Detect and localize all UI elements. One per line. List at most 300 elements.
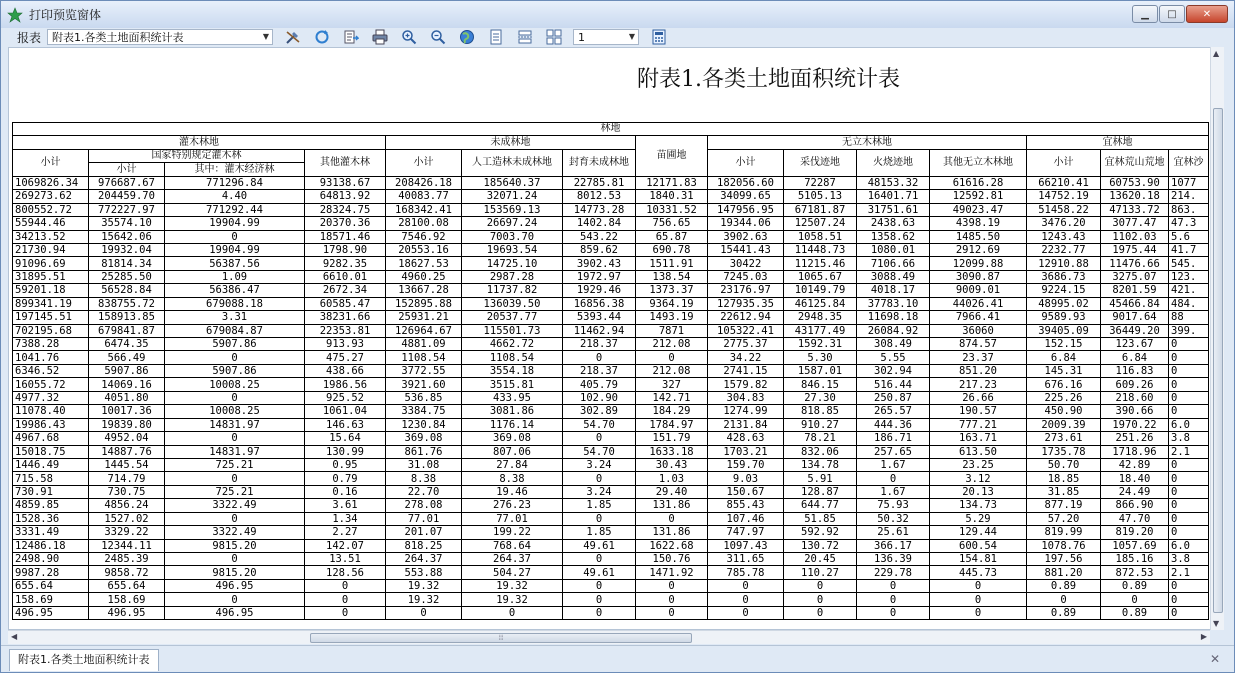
- table-cell: 0: [708, 606, 784, 619]
- table-cell: 21730.94: [13, 243, 89, 256]
- table-cell: 158.69: [89, 593, 165, 606]
- table-cell: 0: [857, 472, 930, 485]
- table-cell: 2498.90: [13, 553, 89, 566]
- table-cell: 690.78: [636, 243, 708, 256]
- table-cell: 2009.39: [1027, 418, 1101, 431]
- table-cell: 2232.77: [1027, 243, 1101, 256]
- table-cell: 9364.19: [636, 297, 708, 310]
- table-cell: 1703.21: [708, 445, 784, 458]
- table-cell: 1972.97: [563, 270, 636, 283]
- horizontal-scrollbar[interactable]: [8, 630, 1210, 644]
- table-cell: 153569.13: [462, 203, 563, 216]
- table-row: [13, 553, 1209, 566]
- table-cell: 217.23: [930, 378, 1027, 391]
- table-row: [13, 566, 1209, 579]
- table-cell: 146.63: [305, 418, 386, 431]
- table-cell: 9815.20: [165, 566, 305, 579]
- table-cell: 0: [1169, 499, 1209, 512]
- table-cell: 4960.25: [386, 270, 462, 283]
- table-cell: 1587.01: [784, 364, 857, 377]
- table-cell: 32071.24: [462, 190, 563, 203]
- table-cell: 421.: [1169, 284, 1209, 297]
- data-table: [12, 122, 1209, 620]
- table-row: [13, 270, 1209, 283]
- table-cell: 29.40: [636, 485, 708, 498]
- table-cell: 0: [636, 579, 708, 592]
- table-cell: 5.29: [930, 512, 1027, 525]
- header-logging: 采伐迹地: [784, 149, 857, 176]
- table-cell: 4977.32: [13, 391, 89, 404]
- table-cell: 1622.68: [636, 539, 708, 552]
- table-cell: 0: [386, 606, 462, 619]
- table-cell: 1735.78: [1027, 445, 1101, 458]
- table-cell: 185.16: [1101, 553, 1169, 566]
- header-shrub-economic: 其中：灌木经济林: [165, 163, 305, 176]
- table-cell: 4952.04: [89, 432, 165, 445]
- table-cell: 11737.82: [462, 284, 563, 297]
- table-cell: 609.26: [1101, 378, 1169, 391]
- table-cell: 10008.25: [165, 378, 305, 391]
- table-cell: 0: [1169, 472, 1209, 485]
- table-row: [13, 405, 1209, 418]
- table-cell: 10008.25: [165, 405, 305, 418]
- table-cell: 8201.59: [1101, 284, 1169, 297]
- table-cell: 159.70: [708, 458, 784, 471]
- table-cell: 0: [563, 432, 636, 445]
- table-cell: 0: [857, 606, 930, 619]
- table-cell: 12171.83: [636, 176, 708, 189]
- table-cell: 0: [636, 351, 708, 364]
- table-cell: 747.97: [708, 526, 784, 539]
- report-title: 附表1.各类土地面积统计表: [637, 67, 900, 92]
- table-cell: 41.7: [1169, 243, 1209, 256]
- refresh-icon[interactable]: [313, 29, 331, 45]
- table-cell: 51458.22: [1027, 203, 1101, 216]
- table-cell: 19932.04: [89, 243, 165, 256]
- table-cell: 3077.47: [1101, 217, 1169, 230]
- fit-width-icon[interactable]: [516, 29, 534, 45]
- table-cell: 6346.52: [13, 364, 89, 377]
- table-cell: 644.77: [784, 499, 857, 512]
- table-cell: 163.71: [930, 432, 1027, 445]
- table-cell: 11215.46: [784, 257, 857, 270]
- table-cell: 11448.73: [784, 243, 857, 256]
- table-cell: 105322.41: [708, 324, 784, 337]
- table-cell: 1471.92: [636, 566, 708, 579]
- table-cell: 54.70: [563, 445, 636, 458]
- table-cell: 0: [165, 432, 305, 445]
- table-cell: 8.38: [386, 472, 462, 485]
- table-cell: 1097.43: [708, 539, 784, 552]
- table-cell: 304.83: [708, 391, 784, 404]
- table-cell: 19.32: [386, 593, 462, 606]
- table-cell: 250.87: [857, 391, 930, 404]
- table-cell: 15.64: [305, 432, 386, 445]
- table-row: [13, 284, 1209, 297]
- table-cell: 3.61: [305, 499, 386, 512]
- table-cell: 145.31: [1027, 364, 1101, 377]
- window-title: 打印预览窗体: [29, 8, 102, 22]
- table-cell: 1.67: [857, 485, 930, 498]
- minimize-button[interactable]: ▁: [1132, 5, 1158, 23]
- table-cell: 158913.85: [89, 311, 165, 324]
- table-cell: 475.27: [305, 351, 386, 364]
- table-cell: 327: [636, 378, 708, 391]
- table-cell: 75.93: [857, 499, 930, 512]
- table-cell: 130.72: [784, 539, 857, 552]
- table-cell: 863.: [1169, 203, 1209, 216]
- scroll-up-icon[interactable]: ▲: [1213, 49, 1220, 58]
- table-cell: 1840.31: [636, 190, 708, 203]
- table-cell: 0: [165, 593, 305, 606]
- table-cell: 4051.80: [89, 391, 165, 404]
- table-cell: 24.49: [1101, 485, 1169, 498]
- table-cell: 14752.19: [1027, 190, 1101, 203]
- table-cell: 15441.43: [708, 243, 784, 256]
- table-cell: 25285.50: [89, 270, 165, 283]
- vertical-scrollbar[interactable]: [1210, 47, 1224, 630]
- table-cell: 185640.37: [462, 176, 563, 189]
- table-cell: 20537.77: [462, 311, 563, 324]
- table-cell: 64813.92: [305, 190, 386, 203]
- table-cell: 1528.36: [13, 512, 89, 525]
- table-cell: 47.3: [1169, 217, 1209, 230]
- table-cell: 31751.61: [857, 203, 930, 216]
- table-cell: 126964.67: [386, 324, 462, 337]
- table-row: [13, 472, 1209, 485]
- table-cell: 4856.24: [89, 499, 165, 512]
- table-cell: 0: [708, 579, 784, 592]
- table-cell: 0: [857, 593, 930, 606]
- table-cell: 50.32: [857, 512, 930, 525]
- table-cell: 859.62: [563, 243, 636, 256]
- table-cell: 47133.72: [1101, 203, 1169, 216]
- table-cell: 16401.71: [857, 190, 930, 203]
- report-sheet: [12, 122, 1209, 620]
- table-cell: 11078.40: [13, 405, 89, 418]
- table-cell: 81814.34: [89, 257, 165, 270]
- table-cell: 14773.28: [563, 203, 636, 216]
- table-cell: 0.95: [305, 458, 386, 471]
- table-cell: 19839.80: [89, 418, 165, 431]
- table-cell: 2131.84: [708, 418, 784, 431]
- table-cell: 3275.07: [1101, 270, 1169, 283]
- table-cell: 128.87: [784, 485, 857, 498]
- table-cell: 257.65: [857, 445, 930, 458]
- table-cell: 438.66: [305, 364, 386, 377]
- table-row: [13, 203, 1209, 216]
- table-cell: 49.61: [563, 539, 636, 552]
- table-cell: 5907.86: [165, 364, 305, 377]
- table-row: [13, 485, 1209, 498]
- table-cell: 3384.75: [386, 405, 462, 418]
- table-cell: 115501.73: [462, 324, 563, 337]
- preview-area: [8, 47, 1224, 630]
- table-cell: 725.21: [165, 458, 305, 471]
- table-cell: 13620.18: [1101, 190, 1169, 203]
- table-cell: 0: [784, 579, 857, 592]
- zoom-in-icon[interactable]: [400, 29, 418, 45]
- table-cell: 1718.96: [1101, 445, 1169, 458]
- table-cell: 11462.94: [563, 324, 636, 337]
- table-cell: 10017.36: [89, 405, 165, 418]
- table-cell: 450.90: [1027, 405, 1101, 418]
- table-cell: 1784.97: [636, 418, 708, 431]
- table-cell: 0: [636, 593, 708, 606]
- table-cell: 158.69: [13, 593, 89, 606]
- table-cell: 12344.11: [89, 539, 165, 552]
- table-cell: 66210.41: [1027, 176, 1101, 189]
- table-cell: 772227.97: [89, 203, 165, 216]
- table-cell: 19693.54: [462, 243, 563, 256]
- table-cell: 846.15: [784, 378, 857, 391]
- table-cell: 22785.81: [563, 176, 636, 189]
- table-cell: 131.86: [636, 526, 708, 539]
- table-cell: 0: [462, 606, 563, 619]
- maximize-button[interactable]: □: [1159, 5, 1185, 23]
- table-cell: 838755.72: [89, 297, 165, 310]
- table-cell: 4018.17: [857, 284, 930, 297]
- table-cell: 600.54: [930, 539, 1027, 552]
- table-cell: 45466.84: [1101, 297, 1169, 310]
- table-cell: 88: [1169, 311, 1209, 324]
- table-cell: 1080.01: [857, 243, 930, 256]
- table-cell: 1527.02: [89, 512, 165, 525]
- table-cell: 5907.86: [165, 338, 305, 351]
- close-button[interactable]: ✕: [1186, 5, 1228, 23]
- table-cell: 3772.55: [386, 364, 462, 377]
- table-cell: 0: [305, 579, 386, 592]
- table-cell: 150.76: [636, 553, 708, 566]
- scroll-right-icon[interactable]: ▶: [1200, 632, 1207, 641]
- table-cell: 771296.84: [165, 176, 305, 189]
- calculator-icon[interactable]: [650, 29, 668, 45]
- table-cell: 16055.72: [13, 378, 89, 391]
- table-cell: 19.46: [462, 485, 563, 498]
- table-cell: 1373.37: [636, 284, 708, 297]
- table-cell: 19986.43: [13, 418, 89, 431]
- table-cell: 428.63: [708, 432, 784, 445]
- table-cell: 5.6: [1169, 230, 1209, 243]
- table-cell: 1445.54: [89, 458, 165, 471]
- table-row: [13, 257, 1209, 270]
- table-cell: 30.43: [636, 458, 708, 471]
- table-cell: 655.64: [13, 579, 89, 592]
- table-cell: 28100.08: [386, 217, 462, 230]
- table-cell: 399.: [1169, 324, 1209, 337]
- table-cell: 204459.70: [89, 190, 165, 203]
- table-cell: 26697.24: [462, 217, 563, 230]
- table-cell: 516.44: [857, 378, 930, 391]
- table-cell: 1358.62: [857, 230, 930, 243]
- table-cell: 142.71: [636, 391, 708, 404]
- table-row: [13, 512, 1209, 525]
- table-cell: 1176.14: [462, 418, 563, 431]
- table-cell: 679841.87: [89, 324, 165, 337]
- table-cell: 54.70: [563, 418, 636, 431]
- table-cell: 26084.92: [857, 324, 930, 337]
- table-cell: 1493.19: [636, 311, 708, 324]
- report-select[interactable]: [47, 29, 273, 45]
- table-cell: 9589.93: [1027, 311, 1101, 324]
- table-cell: 819.99: [1027, 526, 1101, 539]
- table-cell: 1.85: [563, 526, 636, 539]
- table-row: [13, 458, 1209, 471]
- table-cell: 12910.88: [1027, 257, 1101, 270]
- table-cell: 5.30: [784, 351, 857, 364]
- table-cell: 35574.10: [89, 217, 165, 230]
- table-cell: 11698.18: [857, 311, 930, 324]
- table-cell: 715.58: [13, 472, 89, 485]
- table-cell: 3322.49: [165, 526, 305, 539]
- table-cell: 131.86: [636, 499, 708, 512]
- table-cell: 785.78: [708, 566, 784, 579]
- scroll-down-icon[interactable]: ▼: [1213, 619, 1220, 628]
- table-cell: 0: [165, 472, 305, 485]
- table-cell: 134.78: [784, 458, 857, 471]
- table-cell: 19344.06: [708, 217, 784, 230]
- report-select-value: 附表1.各类土地面积统计表: [52, 31, 184, 44]
- table-cell: 5.55: [857, 351, 930, 364]
- table-cell: 31.08: [386, 458, 462, 471]
- table-cell: 504.27: [462, 566, 563, 579]
- table-cell: 20370.36: [305, 217, 386, 230]
- table-cell: 56387.56: [165, 257, 305, 270]
- table-cell: 484.: [1169, 297, 1209, 310]
- table-cell: 0: [1169, 579, 1209, 592]
- table-cell: 3554.18: [462, 364, 563, 377]
- table-cell: 910.27: [784, 418, 857, 431]
- header-other-bare: 其他无立木林地: [930, 149, 1027, 176]
- table-row: [13, 606, 1209, 619]
- table-row: [13, 445, 1209, 458]
- table-cell: 0.89: [1027, 579, 1101, 592]
- table-cell: 51.85: [784, 512, 857, 525]
- table-cell: 1633.18: [636, 445, 708, 458]
- table-cell: 1798.90: [305, 243, 386, 256]
- tools-icon[interactable]: [284, 29, 302, 45]
- table-cell: 872.53: [1101, 566, 1169, 579]
- zoom-out-icon[interactable]: [429, 29, 447, 45]
- header-nursery: 苗圃地: [636, 136, 708, 176]
- page-select[interactable]: [573, 29, 639, 45]
- scroll-left-icon[interactable]: ◀: [11, 632, 18, 641]
- table-cell: 2912.69: [930, 243, 1027, 256]
- header-suitable-forest: 宜林地: [1027, 136, 1209, 149]
- table-cell: 3.8: [1169, 432, 1209, 445]
- table-cell: 5105.13: [784, 190, 857, 203]
- table-cell: 7546.92: [386, 230, 462, 243]
- table-cell: 807.06: [462, 445, 563, 458]
- header-national-shrub: 国家特别规定灌木林: [89, 149, 305, 162]
- table-cell: 13667.28: [386, 284, 462, 297]
- table-cell: 1108.54: [386, 351, 462, 364]
- table-cell: 1102.03: [1101, 230, 1169, 243]
- table-cell: 3515.81: [462, 378, 563, 391]
- table-cell: 0: [563, 351, 636, 364]
- table-cell: 496.95: [165, 606, 305, 619]
- table-cell: 7003.70: [462, 230, 563, 243]
- table-cell: 592.92: [784, 526, 857, 539]
- table-cell: 874.57: [930, 338, 1027, 351]
- table-cell: 925.52: [305, 391, 386, 404]
- multi-page-icon[interactable]: [545, 29, 563, 45]
- table-row: [13, 176, 1209, 189]
- table-cell: 1970.22: [1101, 418, 1169, 431]
- table-cell: 65.87: [636, 230, 708, 243]
- table-cell: 8012.53: [563, 190, 636, 203]
- table-cell: 3331.49: [13, 526, 89, 539]
- print-icon[interactable]: [371, 29, 389, 45]
- table-cell: 6.84: [1101, 351, 1169, 364]
- table-cell: 1.67: [857, 458, 930, 471]
- table-cell: 0: [636, 512, 708, 525]
- table-cell: 1446.49: [13, 458, 89, 471]
- table-row: [13, 391, 1209, 404]
- page-icon[interactable]: [487, 29, 505, 45]
- table-cell: 1.34: [305, 512, 386, 525]
- table-cell: 28324.75: [305, 203, 386, 216]
- table-cell: 730.75: [89, 485, 165, 498]
- table-cell: 23176.97: [708, 284, 784, 297]
- export-icon[interactable]: [342, 29, 360, 45]
- table-cell: 212.08: [636, 364, 708, 377]
- table-cell: 679084.87: [165, 324, 305, 337]
- table-cell: 0: [1169, 405, 1209, 418]
- table-cell: 818.25: [386, 539, 462, 552]
- table-cell: 3.12: [930, 472, 1027, 485]
- globe-icon[interactable]: [458, 29, 476, 45]
- table-cell: 0: [857, 579, 930, 592]
- table-cell: 311.65: [708, 553, 784, 566]
- table-cell: 1065.67: [784, 270, 857, 283]
- table-cell: 18627.53: [386, 257, 462, 270]
- table-cell: 0: [784, 606, 857, 619]
- table-cell: 0: [930, 593, 1027, 606]
- table-cell: 2438.63: [857, 217, 930, 230]
- table-cell: 6.84: [1027, 351, 1101, 364]
- table-cell: 93138.67: [305, 176, 386, 189]
- table-cell: 182056.60: [708, 176, 784, 189]
- tab-report[interactable]: 附表1.各类土地面积统计表: [9, 649, 159, 671]
- vertical-scroll-thumb[interactable]: [1213, 108, 1223, 613]
- horizontal-scroll-thumb[interactable]: ⦙⦙⦙: [310, 633, 692, 643]
- table-cell: 0: [1169, 458, 1209, 471]
- table-cell: 129.44: [930, 526, 1027, 539]
- table-cell: 1592.31: [784, 338, 857, 351]
- table-cell: 9224.15: [1027, 284, 1101, 297]
- table-cell: 0.89: [1027, 606, 1101, 619]
- table-cell: 130.99: [305, 445, 386, 458]
- table-cell: 3081.86: [462, 405, 563, 418]
- table-cell: 496.95: [13, 606, 89, 619]
- table-cell: 768.64: [462, 539, 563, 552]
- table-cell: 0: [305, 593, 386, 606]
- table-cell: 3322.49: [165, 499, 305, 512]
- table-cell: 12507.24: [784, 217, 857, 230]
- table-cell: 818.85: [784, 405, 857, 418]
- table-row: [13, 579, 1209, 592]
- table-cell: 61616.28: [930, 176, 1027, 189]
- table-cell: 3.24: [563, 485, 636, 498]
- table-cell: 1243.43: [1027, 230, 1101, 243]
- table-cell: 9.03: [708, 472, 784, 485]
- table-cell: 7966.41: [930, 311, 1027, 324]
- table-cell: 553.88: [386, 566, 462, 579]
- header-unformed-forest: 未成林地: [386, 136, 636, 149]
- close-icon[interactable]: ✕: [1209, 652, 1220, 666]
- table-cell: 0: [1027, 593, 1101, 606]
